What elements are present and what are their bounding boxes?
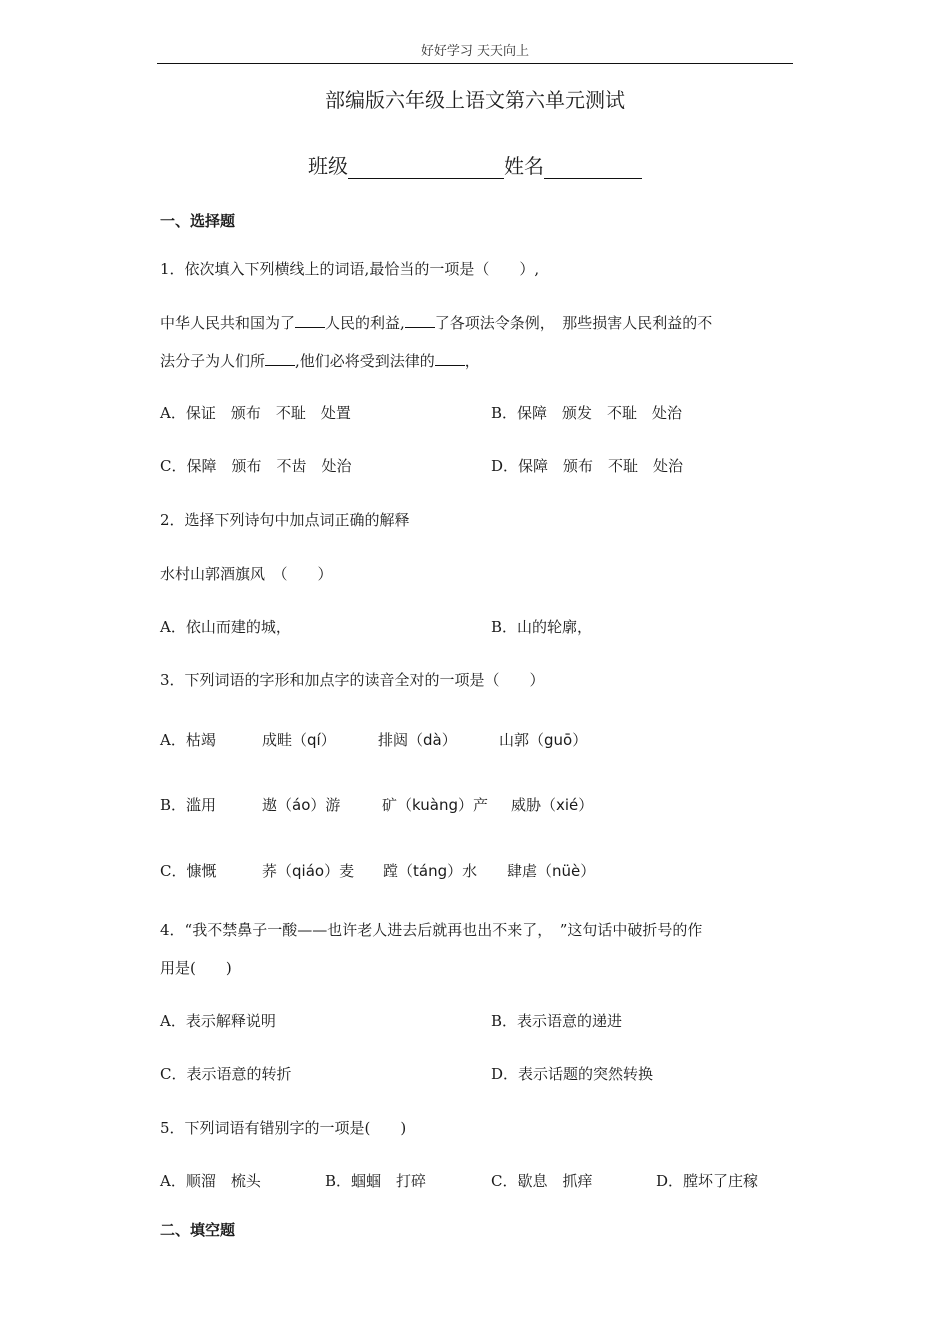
class-label: 班级 <box>308 154 348 178</box>
q5-option-a: A．顺溜 梳头 <box>160 1172 261 1190</box>
q5-stem: 5．下列词语有错别字的一项是( ) <box>160 1119 407 1137</box>
q1-passage-line2 <box>160 350 480 371</box>
q1-p2b: ,他们必将受到法律的 <box>295 352 435 370</box>
q3a-word1: A．枯竭 <box>160 731 216 749</box>
q1-p2c: ， <box>464 352 480 370</box>
q2-option-b: B．山的轮廓， <box>491 618 593 636</box>
q4-option-c: C．表示语意的转折 <box>160 1065 292 1083</box>
q4-option-a: A．表示解释说明 <box>160 1012 276 1030</box>
section-heading-choice: 一、选择题 <box>160 212 236 230</box>
q4-stem-line1: 4．“我不禁鼻子一酸——也许老人进去后就再也出不来了， ”这句话中破折号的作 <box>160 921 703 939</box>
q1-p1a: 中华人民共和国为了 <box>160 314 296 332</box>
q4-stem-line2: 用是( ) <box>160 959 232 977</box>
q1-stem: 1．依次填入下列横线上的词语,最恰当的一项是（ ）, <box>160 260 540 278</box>
q1-blank-4 <box>435 351 465 366</box>
q1-blank-2 <box>405 313 435 328</box>
q1-blank-3 <box>265 351 295 366</box>
page-header: 好好学习 天天向上 <box>420 44 530 59</box>
q3-option-a <box>160 729 216 750</box>
q4-option-d: D．表示话题的突然转换 <box>491 1065 654 1083</box>
q5-option-d: D．膛坏了庄稼 <box>656 1172 759 1190</box>
q3b-word1: B．滥用 <box>160 796 217 814</box>
q3c-word4: 肆虐（nüè） <box>507 862 596 880</box>
q3-option-b <box>160 794 216 815</box>
section-heading-fill: 二、填空题 <box>160 1221 236 1239</box>
q3c-word1: C．慷慨 <box>160 862 217 880</box>
q5-option-c: C．歇息 抓痒 <box>491 1172 593 1190</box>
q2-stem: 2．选择下列诗句中加点词正确的解释 <box>160 511 410 529</box>
q5-option-b: B．蝈蝈 打碎 <box>325 1172 427 1190</box>
q1-p1b: 人民的利益, <box>325 314 405 332</box>
q3a-word4: 山郭（guō） <box>499 731 588 749</box>
class-name-line <box>0 150 950 179</box>
q3b-word3: 矿（kuàng）产 <box>382 796 488 814</box>
q1-blank-1 <box>295 313 325 328</box>
q3-option-c <box>160 860 216 881</box>
name-blank <box>544 158 642 179</box>
header-divider <box>157 63 793 64</box>
q3c-word2: 荞（qiáo）麦 <box>262 862 355 880</box>
q3b-word4: 威胁（xié） <box>511 796 594 814</box>
q2-option-a: A．依山而建的城， <box>160 618 291 636</box>
q1-option-d: D．保障 颁布 不耻 处治 <box>491 457 684 475</box>
class-blank <box>348 158 504 179</box>
name-label: 姓名 <box>504 154 544 178</box>
q3b-word2: 遨（áo）游 <box>262 796 341 814</box>
q1-p1c: 了各项法令条例， 那些损害人民利益的不 <box>434 314 713 332</box>
q3c-word3: 蹚（táng）水 <box>383 862 478 880</box>
q3a-word2: 成畦（qí） <box>262 731 336 749</box>
q3-stem: 3．下列词语的字形和加点字的读音全对的一项是（ ） <box>160 671 545 689</box>
q2-poem-line: 水村山郭酒旗风 （ ） <box>160 565 333 583</box>
q1-option-a: A．保证 颁布 不耻 处置 <box>160 404 351 422</box>
document-title: 部编版六年级上语文第六单元测试 <box>325 88 625 112</box>
q1-option-c: C．保障 颁布 不齿 处治 <box>160 457 352 475</box>
q1-option-b: B．保障 颁发 不耻 处治 <box>491 404 683 422</box>
q4-option-b: B．表示语意的递进 <box>491 1012 623 1030</box>
q1-passage-line1 <box>160 312 712 333</box>
q3a-word3: 排闼（dà） <box>378 731 457 749</box>
q1-p2a: 法分子为人们所 <box>160 352 266 370</box>
